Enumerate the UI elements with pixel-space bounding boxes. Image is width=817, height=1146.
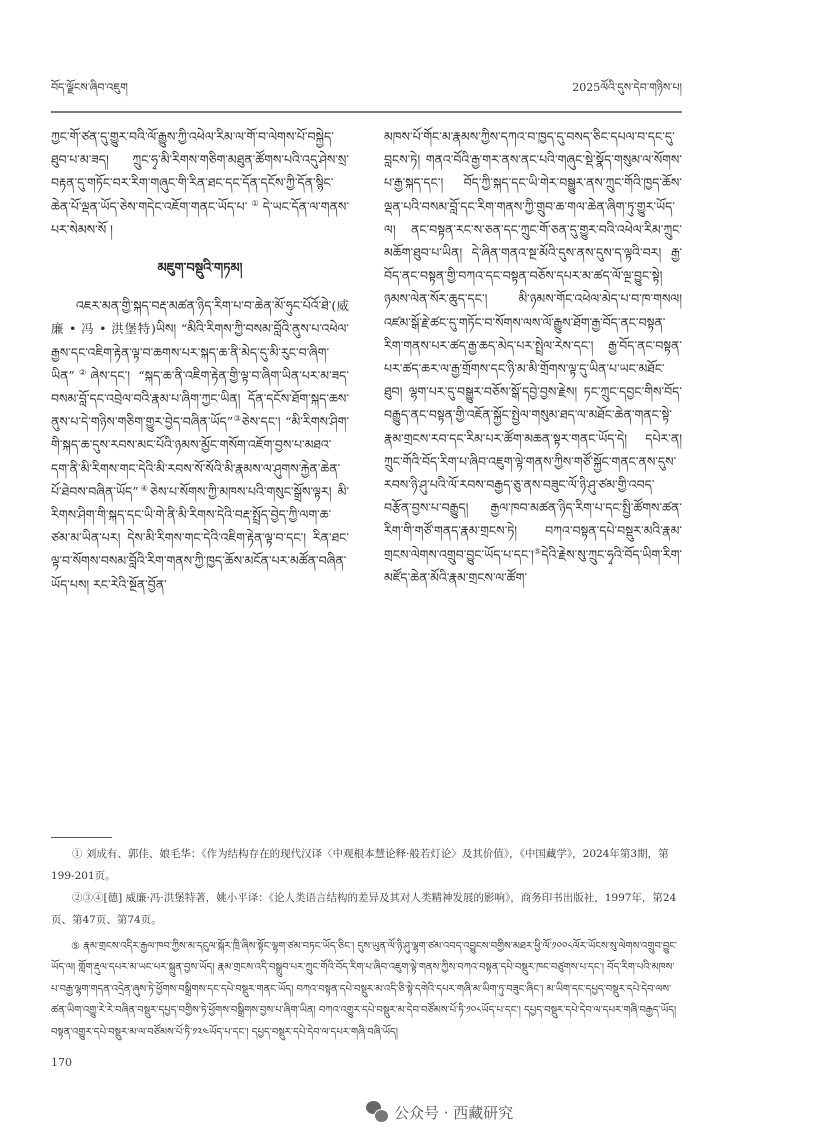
- header-rule: [51, 111, 682, 113]
- footnote-ref[interactable]: ②: [74, 367, 91, 377]
- paragraph: མཁས་པོ་གོང་མ་རྣམས་ཀྱིས་དཀའ་བ་ཁྱད་དུ་བསད་ཅིང་དཔལ་བ་དང་དུ་བླངས་ཏེ། གནའ་བོའི་རྒྱ་གར་ནས་ནང་པའི་གཞུང་སྡེ་སྣོད་གསུམ་ལ་སོགས་པ་རྒྱ་སྐད་དང་། བོད་ཀྱི་སྐད་དང་ཡི་གེར་བསྒྱུར་ནས་ཀྲུང་གོའི་ཁྱད་ཆོས་ལྡན་པའི་བསམ་བློ་དང་རིག་གནས་ཀྱི་གྲུབ་ཆ་གལ་ཆེན་ཞིག་ཏུ་གྱུར་ཡོད་ལ། ནང་བསྟན་རང་ས་ཅན་དང་ཀྲུང་གོ་ཅན་དུ་གྱུར་བའི་འཕེལ་རིམ་ཀྲུང་མཆོག་ཐུབ་པ་ཡིན། དེ་ཞིན་གནའ་སྔ་མོའི་དུས་ནས་དུས་ད་ལྟའི་བར། རྒྱ་བོད་ནང་བསྟན་གྱི་བཀའ་དང་བསྟན་བཅོས་དཔར་མ་ཚད་ལོ་ལྔ་བྱུང་སྟེ། ཉམས་ལེན་སོར་ཆུད་དང་། མི་ཉམས་གོང་འཕེལ་མེད་པ་བ་ཁ་གསལ། འཛམ་སྒོ་རྗེ་ཚང་དུ་གཏོང་བ་སོགས་ལས་ལོ་རྒྱུས་ཐོག་རྒྱ་བོད་ནང་བསྟན་རིག་གནས་པར་ཚད་རྒྱ་ཆད་མེད་པར་སྤྲེལ་རེས་དང་། རྒྱ་བོད་ནང་བསྟན་པར་ཚད་ཆར་ལ་རྒྱ་གྲོགས་དང་ཉི་མ་མི་གྲོགས་ལྟ་དུ་ཡིན་པ་ཡང་མཐོང་ཐུབ། ལྷག་པར་དུ་བསྒྱུར་བཅོས་སྒོ་དབྱེ་བྱས་རྗེས། ཏང་ཀྲུང་དབྱང་གིས་བོད་བརྒྱུད་ནང་བསྟན་གྱི་འཇོན་སྐྱོང་སྤྱེལ་གསུམ་ཐད་ལ་མཐོང་ཆེན་གནང་སྟེ་རྣམ་གྲངས་རབ་དང་རིམ་པར་ཚོག་མཆན་སྟར་གནང་ཡོད་དེ། དཔེར་ན། ཀྲུང་གོའི་བོད་རིག་པ་ཞིབ་འཇུག་ལྟེ་གནས་ཀྱིས་གཙོ་སྐྱོང་གནང་ནས་དུས་རབས་ཉི་ཤུ་པའི་ལོ་རབས་བརྒྱད་ཅུ་ནས་བཟུང་ལོ་ཉི་ཤུ་ཙམ་གྱི་འབད་བརྩོན་བྱས་པ་བརྒྱུད། རྒྱལ་ཁབ་མཚན་ཉིད་རིག་པ་དང་སྤྱི་ཚོགས་ཚན་རིག་གི་གཙོ་གནད་རྣམ་གྲངས་ཏེ། བཀའ་བསྟན་དཔེ་བསྡུར་མའི་རྣམ་གྲངས་ལེགས་འགྲུབ་བྱུང་ཡོད་པ་དང་།⑤དེའི་རྗེས་སུ་ཀྲུང་ཧྭའི་བོད་ཡིག་རིག་མཛོད་ཆེན་མོའི་རྣམ་གྲངས་ལ་ཚོག་: [384, 129, 682, 585]
- paragraph: ཀྱང་གོ་ཙན་དུ་གྱུར་བའི་ལོ་རྒྱུས་ཀྱི་འཕེལ་རིམ་ལ་གོ་བ་ལེགས་པོ་བསྐྱེད་ཐུབ་པ་མ་ཟད། ཀྲུང་ཧྭ་མི་རིགས་གཅིག་མཐུན་ཚོགས་པའི་འདུ་ཤེས་སྲ་བརྟན་དུ་གཏོང་བར་རིག་གཞུང་གི་རིན་ཐང་དང་དོན་དངོས་ཀྱི་དོན་སྙིང་ཆེན་པོ་ལྡན་ཡོད་ཅེས་གདེང་འཇོག་གནང་ཡོད་པ་①དེ་ཡང་དོན་ལ་གནས་པར་སེམས་སོ །: [51, 129, 349, 237]
- footnotes: [51, 843, 682, 1043]
- footnote-ref[interactable]: ⑤: [533, 546, 542, 556]
- page-number: 170: [51, 1056, 72, 1069]
- running-header: [51, 81, 682, 106]
- footnote-ref[interactable]: ④: [138, 483, 150, 493]
- wechat-icon: [366, 1101, 388, 1123]
- footnote-ref[interactable]: ①: [247, 198, 263, 208]
- footnote-rule: [51, 837, 112, 838]
- issue-label: 2025ལོའི་དུས་དེབ་གཉིས་པ།: [572, 81, 682, 94]
- footnote-1: ① 刘成有、郭佳、娘毛华：《作为结构存在的现代汉译〈中观根本慧论释·般若灯论〉及其价值》，《中国藏学》，2024年第3期，第199-201页。: [51, 848, 669, 882]
- paragraph: འཇར་མན་གྱི་སྐད་བརྡ་མཚན་ཉིད་རིག་པ་བ་ཆེན་མོ་ཧུང་པོའོ་ཐེ་(威廉 • 冯 • 洪堡特)ཡིས། “མིའི་རིགས་ཀྱི་བསམ་བློའི་ནུས་པ་འཕེལ་རྒྱས་དང་འཇིག་རྟེན་ལྟ་བ་ཆགས་པར་སྐད་ཆ་ནི་མེད་དུ་མི་རུང་བ་ཞིག་ཡིན”②ཞེས་དང་། “སྐད་ཆ་ནི་འཇིག་རྟེན་གྱི་ལྟ་བ་ཞིག་ཡིན་པར་མ་ཟད་བསམ་བློ་དང་འབྲེལ་བའི་རྣམ་པ་ཞིག་ཀྱང་ཡིན། དོན་དངོས་ཐོག་སྐད་ཆས་ནུས་པ་དེ་གཉིས་གཅིག་གྱུར་བྱེད་བཞིན་ཡོད”③ཅེས་དང་། “མི་རིགས་ཤིག་གི་སྐད་ཆ་དུས་རབས་མང་པོའི་ཉམས་མྱོང་གསོག་འཇོག་བྱས་པ་མཐའ་དག་ནི་མི་རིགས་གང་དེའི་མི་རབས་སོ་སོའི་མི་རྣམས་ལ་ཤུགས་རྐྱེན་ཆེན་པོ་ཐེབས་བཞིན་ཡོད”④ཅེས་པ་སོགས་ཀྱི་མཁས་པའི་གསུང་སྒྲོས་ལྟར། མི་རིགས་ཤིག་གི་སྐད་དང་ཡི་གེ་ནི་མི་རིགས་དེའི་བརྡ་སྤྲོད་བྱེད་ཀྱི་ལག་ཆ་ཙམ་མ་ཡིན་པར། དེས་མི་རིགས་གང་དེའི་འཇིག་རྟེན་ལྟ་བ་དང་། རིན་ཐང་ལྟ་བ་སོགས་བསམ་བློའི་རིག་གནས་ཀྱི་ཁྱད་ཆོས་མངོན་པར་མཚོན་བཞིན་ཡོད་པས། རང་རེའི་སྔོན་བྱོན་: [51, 298, 350, 592]
- watermark-text: 公众号 · 西藏研究: [394, 1103, 514, 1122]
- right-column: [384, 125, 682, 589]
- left-column: [51, 125, 349, 596]
- journal-title: བོད་ལྗོངས་ཞིབ་འཇུག: [51, 81, 128, 94]
- footnote-2-3-4: ②③④[德] 威廉·冯·洪堡特著，姚小平译：《论人类语言结构的差异及其对人类精神发展的影响》，商务印书出版社，1997年，第24页、第47页、第74页。: [51, 892, 677, 926]
- footnote-ref[interactable]: ③: [233, 414, 242, 424]
- section-title: མཇུག་བསྡུའི་གཏམ།: [157, 261, 243, 277]
- watermark: [366, 1101, 513, 1123]
- footnote-5: ⑤ རྣམ་གྲངས་འདིར་རྒྱལ་ཁབ་ཀྱིས་མ་དངུལ་སྐོར་ཁྲི་ཞིས་སྟོང་ལྷག་ཙམ་བཏང་ཡོད་ཅིང་། དུས་ཡུན་ལོ་ཉི་ཤུ་ལྷག་ཙམ་འབད་འབྱུངས་བགྱིས་མཐར་ཕྱི་ལོ་༡༠༠༨ལོར་ཡོངས་སུ་ལེགས་འགྲུབ་བྱུང་ཡོད་ལ། གློག་རྡུལ་དཔར་མ་ཡང་པར་སྐྲུན་བྱས་ཡོད། རྣམ་གྲངས་འདི་བསྒྲུབ་པར་ཀྲུང་གོའི་བོད་རིག་པ་ཞིབ་འཇུག་ལྟེ་གནས་ཀྱིས་བཀའ་བསྟན་དཔེ་བསྡུར་ཁང་བཙུགས་པ་དང་། བོད་རིག་པའི་མཁས་པ་བརྒྱ་ལྷག་གདན་འདྲེན་ཞུས་ཏེ་ཕྱོགས་བསྒྲིགས་དང་དཔེ་བསྡུར་གནང་ཡོད། བཀའ་བསྟན་དཔེ་བསྡུར་མ་འདི་ཅི་སྟེ་དགེའི་དཔར་གཞི་མ་ཡིག་ཏུ་བཟུང་ཞིང་། མ་ཡིག་དང་དཔྱད་བསྡུར་དཔེ་དེབ་ལས་ཚན་ཡིག་འགྱུ་རེ་རེ་བཞིན་བསྡུར་དཔྱད་བགྱིས་ཏེ་ཕྱོགས་བསྒྲིགས་བྱས་པ་ཞིག་ཡིན། བཀའ་འགྱུར་དཔེ་བསྡུར་མ་དེབ་བཙོམས་པོ་ཏི་༡༠༨ཡོད་པ་དང་། དཔྱད་བསྡུར་དཔེ་དེབ་ལ་དཔར་གཞི་བརྒྱད་ཡོད། བསྟན་འགྱུར་དཔེ་བསྡུར་མ་ལ་བཙོམས་པོ་ཏི་༡༢༤ཡོད་པ་དང་། དཔྱད་བསྡུར་དཔེ་དེབ་ལ་དཔར་གཞི་བཞི་ཡོད།: [51, 941, 678, 1038]
